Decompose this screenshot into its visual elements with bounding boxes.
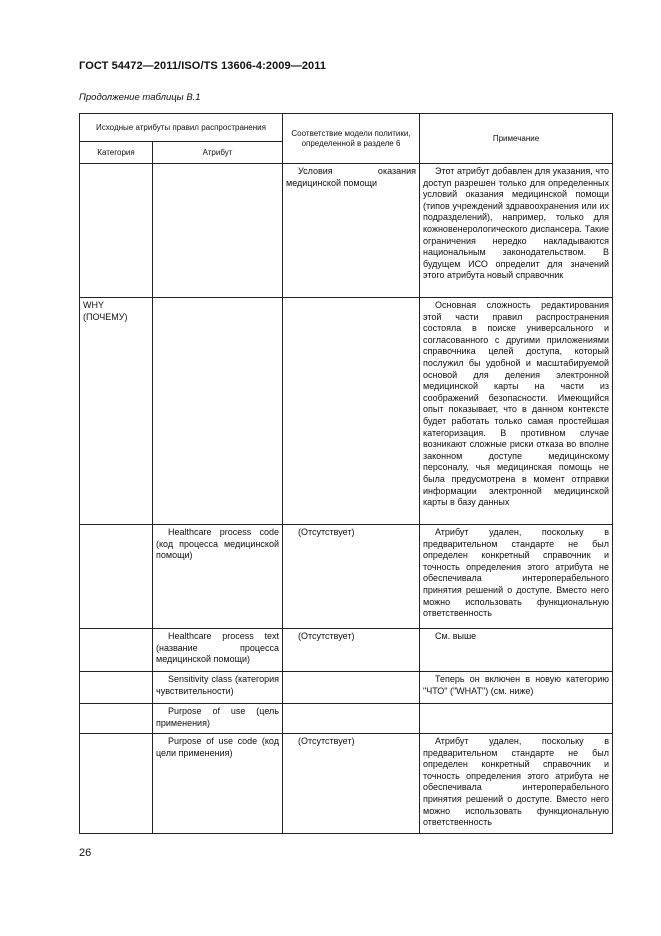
header-correspondence: Соответствие модели политики, определенной в разделе 6 bbox=[283, 114, 420, 164]
cell-attribute: Healthcare process text (название процесса медицинской помощи) bbox=[153, 629, 283, 672]
cell-attribute: Healthcare process code (код процесса медицинской помощи) bbox=[153, 525, 283, 629]
table-row bbox=[80, 672, 613, 704]
cell-note: Этот атрибут добавлен для указания, что доступ разрешен только для определенных условий оказания медицинской помощи (типов учреждений здравоохранения или их подразделений), например, только для кожновенерологического диспансера. Такие ограничения нередко накладываются национальным законодательством. В будущем ИСО определит для значений этого атрибута новый справочник bbox=[420, 164, 613, 298]
table-continuation-label: Продолжение таблицы В.1 bbox=[79, 92, 201, 103]
cell-category bbox=[80, 525, 153, 629]
cell-correspondence: (Отсутствует) bbox=[283, 629, 420, 672]
table-row bbox=[80, 525, 613, 629]
header-attribute: Атрибут bbox=[153, 142, 283, 164]
cell-correspondence: (Отсутствует) bbox=[283, 734, 420, 834]
table-row bbox=[80, 298, 613, 525]
cell-correspondence bbox=[283, 672, 420, 704]
attributes-table bbox=[79, 113, 613, 834]
cell-note: Атрибут удален, поскольку в предварительном стандарте не был определен конкретный справочник и точность определения этого атрибута не обеспечивала интероперабельного принятия решений о доступе. Вместо него можно использовать функциональную ответственность bbox=[420, 734, 613, 834]
cell-attribute: Purpose of use code (код цели применения) bbox=[153, 734, 283, 834]
cell-category bbox=[80, 629, 153, 672]
cell-correspondence bbox=[283, 298, 420, 525]
cell-note: Теперь он включен в новую категорию "ЧТО" ("WHAT") (см. ниже) bbox=[420, 672, 613, 704]
table-row bbox=[80, 164, 613, 298]
cell-note bbox=[420, 704, 613, 734]
header-note: Примечание bbox=[420, 114, 613, 164]
cell-attribute bbox=[153, 164, 283, 298]
header-category: Категория bbox=[80, 142, 153, 164]
cell-correspondence bbox=[283, 704, 420, 734]
header-group: Исходные атрибуты правил распространения bbox=[80, 114, 283, 142]
cell-attribute bbox=[153, 298, 283, 525]
table-row bbox=[80, 704, 613, 734]
cell-attribute: Sensitivity class (категория чувствительности) bbox=[153, 672, 283, 704]
cell-note: Основная сложность редактирования этой части правил распространения состояла в поиске универсального и согласованного с другими приложениями справочника целей доступа, который послужил бы удобной и масштабируемой основой для деления электронной медицинской карты на части из соображений безопасности. Имеющийся опыт показывает, что в данном контексте будет работать только самая простейшая категоризация. В противном случае возникают сложные риски отказа во вполне законном доступе медицинскому персоналу, чья медицинская помощь не была предусмотрена в момент отправки информации электронной медицинской карты в базу данных bbox=[420, 298, 613, 525]
table-row bbox=[80, 629, 613, 672]
cell-attribute: Purpose of use (цель применения) bbox=[153, 704, 283, 734]
cell-note: См. выше bbox=[420, 629, 613, 672]
cell-category bbox=[80, 672, 153, 704]
cell-category bbox=[80, 734, 153, 834]
cell-correspondence: Условия оказания медицинской помощи bbox=[283, 164, 420, 298]
cell-correspondence: (Отсутствует) bbox=[283, 525, 420, 629]
cell-category: WHY (ПОЧЕМУ) bbox=[80, 298, 153, 525]
document-code: ГОСТ 54472—2011/ISO/TS 13606-4:2009—2011 bbox=[79, 60, 327, 72]
page-number: 26 bbox=[79, 847, 92, 859]
table-row bbox=[80, 734, 613, 834]
cell-category bbox=[80, 704, 153, 734]
cell-note: Атрибут удален, поскольку в предварительном стандарте не был определен конкретный справочник и точность определения этого атрибута не обеспечивала интероперабельного принятия решений о доступе. Вместо него можно использовать функциональную ответственность bbox=[420, 525, 613, 629]
cell-category bbox=[80, 164, 153, 298]
